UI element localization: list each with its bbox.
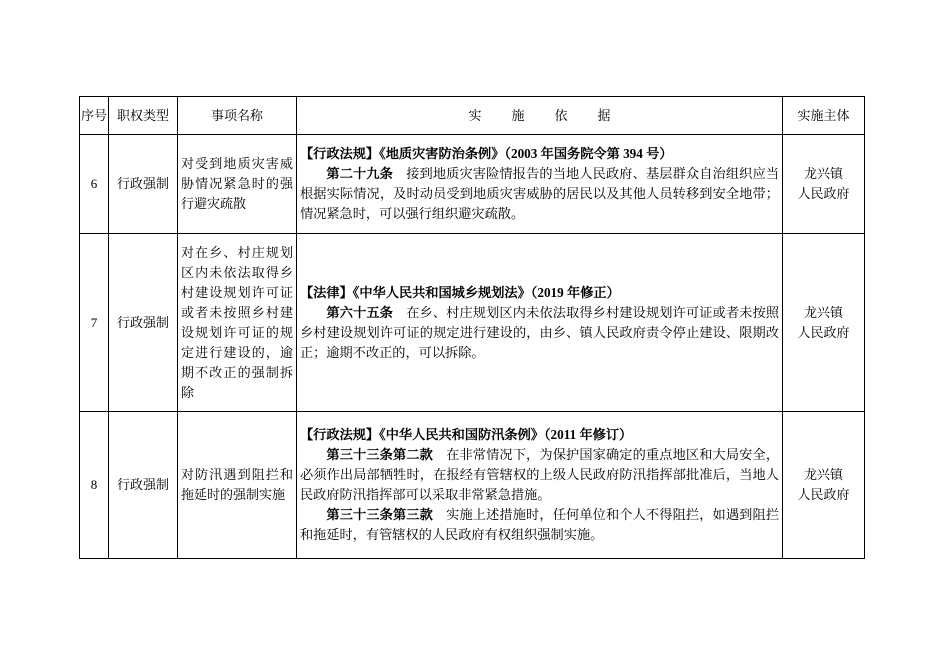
- article-text: 实施上述措施时，任何单位和个人不得阻拦，如遇到阻拦和拖延时，有管辖权的人民政府有权组织强制实施。: [300, 507, 780, 542]
- item-cell: 对防汛遇到阻拦和拖延时的强制实施: [178, 412, 297, 559]
- subject-cell: [783, 234, 865, 412]
- subject-cell: [783, 135, 865, 234]
- law-title: 【行政法规】《地质灾害防治条例》（2003 年国务院令第 394 号）: [300, 146, 673, 161]
- type-cell: 行政强制: [109, 135, 178, 234]
- type-cell: 行政强制: [109, 412, 178, 559]
- seq-cell: 7: [80, 234, 109, 412]
- subject-line: 龙兴镇: [803, 304, 843, 320]
- article-label: 第六十五条: [326, 304, 393, 320]
- table-row: [80, 234, 865, 412]
- table-row: [80, 412, 865, 559]
- law-title: 【法律】《中华人民共和国城乡规划法》（2019 年修正）: [300, 284, 620, 300]
- table-row: [80, 135, 865, 234]
- subject-line: 人民政府: [797, 487, 850, 502]
- article: [300, 505, 779, 545]
- subject-cell: [783, 412, 865, 559]
- header-item: 事项名称: [178, 97, 297, 135]
- table-header-row: [80, 97, 865, 135]
- article: [300, 303, 779, 363]
- basis-cell: [297, 412, 783, 559]
- basis-cell: [297, 135, 783, 234]
- article-label: 第二十九条: [326, 166, 393, 181]
- seq-cell: 8: [80, 412, 109, 559]
- article-text: 接到地质灾害险情报告的当地人民政府、基层群众自治组织应当根据实际情况，及时动员受到地质灾害威胁的居民以及其他人员转移到安全地带；情况紧急时，可以强行组织避灾疏散。: [300, 166, 780, 221]
- header-seq: 序号: [80, 97, 109, 135]
- subject-line: 龙兴镇: [803, 166, 843, 181]
- basis-cell: [297, 234, 783, 412]
- header-basis-label: 实施依据: [468, 107, 641, 123]
- header-subject: 实施主体: [783, 97, 865, 135]
- article-text: 在乡、村庄规划区内未依法取得乡村建设规划许可证或者未按照乡村建设规划许可证的规定进行建设的，由乡、镇人民政府责令停止建设、限期改正；逾期不改正的，可以拆除。: [300, 304, 780, 360]
- article: [300, 164, 779, 224]
- article-label: 第三十三条第二款: [326, 447, 433, 462]
- article-text: 在非常情况下，为保护国家确定的重点地区和大局安全，必须作出局部牺牲时，在报经有管辖权的上级人民政府防汛指挥部批准后，当地人民政府防汛指挥部可以采取非常紧急措施。: [300, 447, 780, 502]
- subject-line: 龙兴镇: [803, 467, 843, 482]
- header-basis: [297, 97, 783, 135]
- item-cell: 对在乡、村庄规划区内未依法取得乡村建设规划许可证或者未按照乡村建设规划许可证的规定进行建设的，逾期不改正的强制拆除: [178, 234, 297, 412]
- item-cell: 对受到地质灾害威胁情况紧急时的强行避灾疏散: [178, 135, 297, 234]
- seq-cell: 6: [80, 135, 109, 234]
- type-cell: 行政强制: [109, 234, 178, 412]
- article-label: 第三十三条第三款: [326, 507, 433, 522]
- article: [300, 445, 779, 505]
- subject-line: 人民政府: [797, 324, 850, 340]
- law-title: 【行政法规】《中华人民共和国防汛条例》（2011 年修订）: [300, 427, 633, 442]
- header-type: 职权类型: [109, 97, 178, 135]
- authority-table: [79, 96, 865, 559]
- subject-line: 人民政府: [797, 186, 850, 201]
